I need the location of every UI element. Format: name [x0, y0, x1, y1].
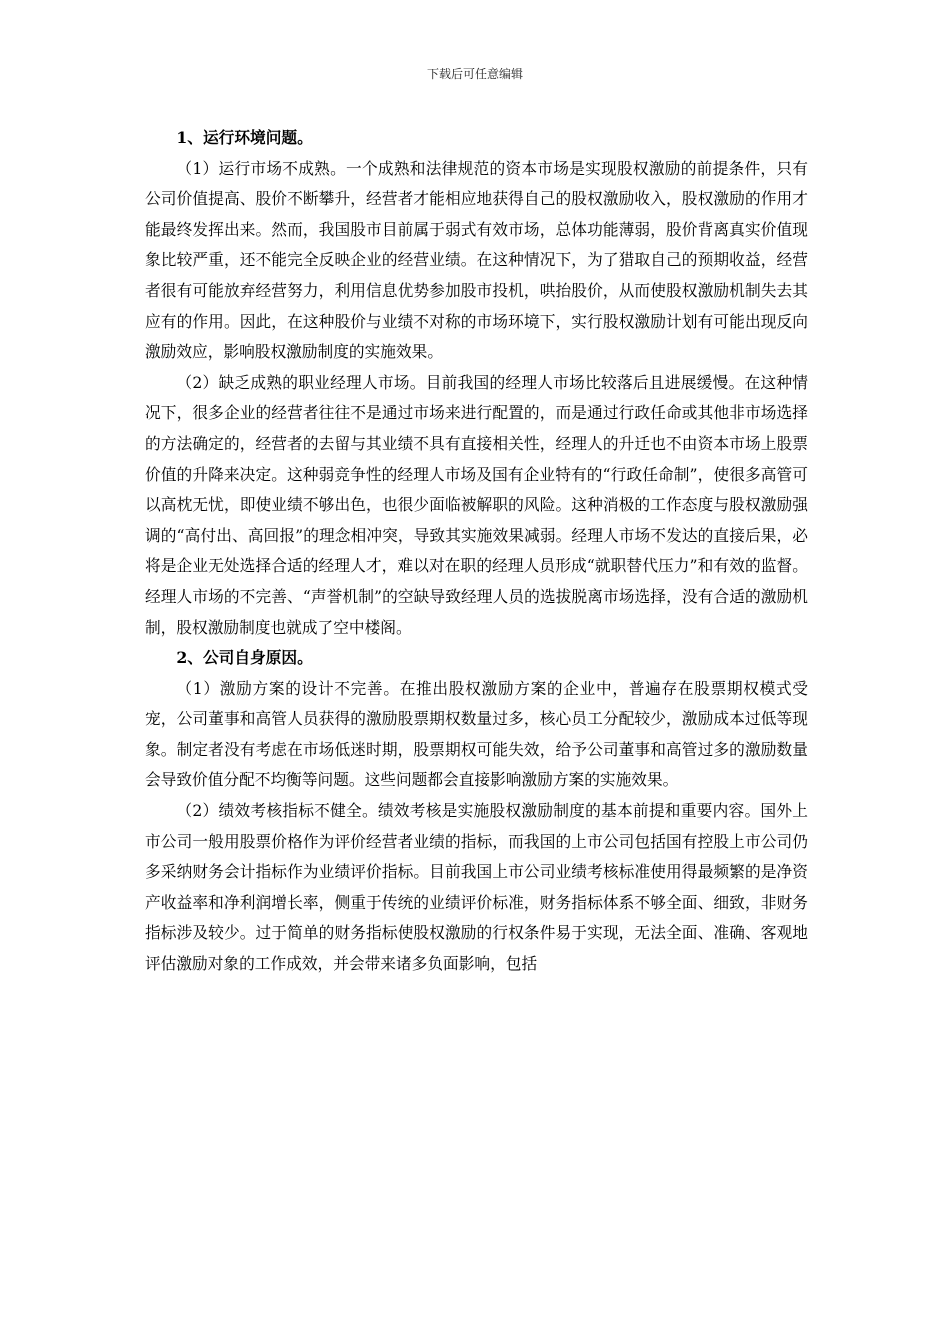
paragraph: （2）缺乏成熟的职业经理人市场。目前我国的经理人市场比较落后且进展缓慢。在这种情况下，很多企业的经营者往往不是通过市场来进行配置的，而是通过行政任命或其他非市场选择的方法确定的，经营者的去留与其业绩不具有直接相关性，经理人的升迁也不由资本市场上股票价值的升降来决定。这种弱竞争性的经理人市场及国有企业特有的“行政任命制”，使很多高管可以高枕无忧，即使业绩不够出色，也很少面临被解职的风险。这种消极的工作态度与股权激励强调的“高付出、高回报”的理念相冲突，导致其实施效果减弱。经理人市场不发达的直接后果，必将是企业无处选择合适的经理人才，难以对在职的经理人员形成“就职替代压力”和有效的监督。经理人市场的不完善、“声誉机制”的空缺导致经理人员的选拔脱离市场选择，没有合适的激励机制，股权激励制度也就成了空中楼阁。: [145, 372, 808, 637]
paragraph: （1）运行市场不成熟。一个成熟和法律规范的资本市场是实现股权激励的前提条件，只有公司价值提高、股价不断攀升，经营者才能相应地获得自己的股权激励收入，股权激励的作用才能最终发挥出来。然而，我国股市目前属于弱式有效市场，总体功能薄弱，股价背离真实价值现象比较严重，还不能完全反映企业的经营业绩。在这种情况下，为了猎取自己的预期收益，经营者很有可能放弃经营努力，利用信息优势参加股市投机，哄抬股价，从而使股权激励机制失去其应有的作用。因此，在这种股价与业绩不对称的市场环境下，实行股权激励计划有可能出现反向激励效应，影响股权激励制度的实施效果。: [145, 158, 808, 362]
paragraph: （2）绩效考核指标不健全。绩效考核是实施股权激励制度的基本前提和重要内容。国外上市公司一般用股票价格作为评价经营者业绩的指标，而我国的上市公司包括国有控股上市公司仍多采纳财务会计指标作为业绩评价指标。目前我国上市公司业绩考核标准使用得最频繁的是净资产收益率和净利润增长率，侧重于传统的业绩评价标准，财务指标体系不够全面、细致，非财务指标涉及较少。过于简单的财务指标使股权激励的行权条件易于实现，无法全面、准确、客观地评估激励对象的工作成效，并会带来诸多负面影响，包括: [145, 801, 808, 974]
section-heading: 1、运行环境问题。: [176, 128, 313, 147]
page-header: 下载后可任意编辑: [426, 67, 523, 81]
section-heading: 2、公司自身原因。: [176, 648, 313, 668]
paragraph: （1）激励方案的设计不完善。在推出股权激励方案的企业中，普遍存在股票期权模式受宠，公司董事和高管人员获得的激励股票期权数量过多，核心员工分配较少，激励成本过低等现象。制定者没有考虑在市场低迷时期，股票期权可能失效，给予公司董事和高管过多的激励数量会导致价值分配不均衡等问题。这些问题都会直接影响激励方案的实施效果。: [145, 678, 808, 790]
document-body: [145, 123, 808, 980]
